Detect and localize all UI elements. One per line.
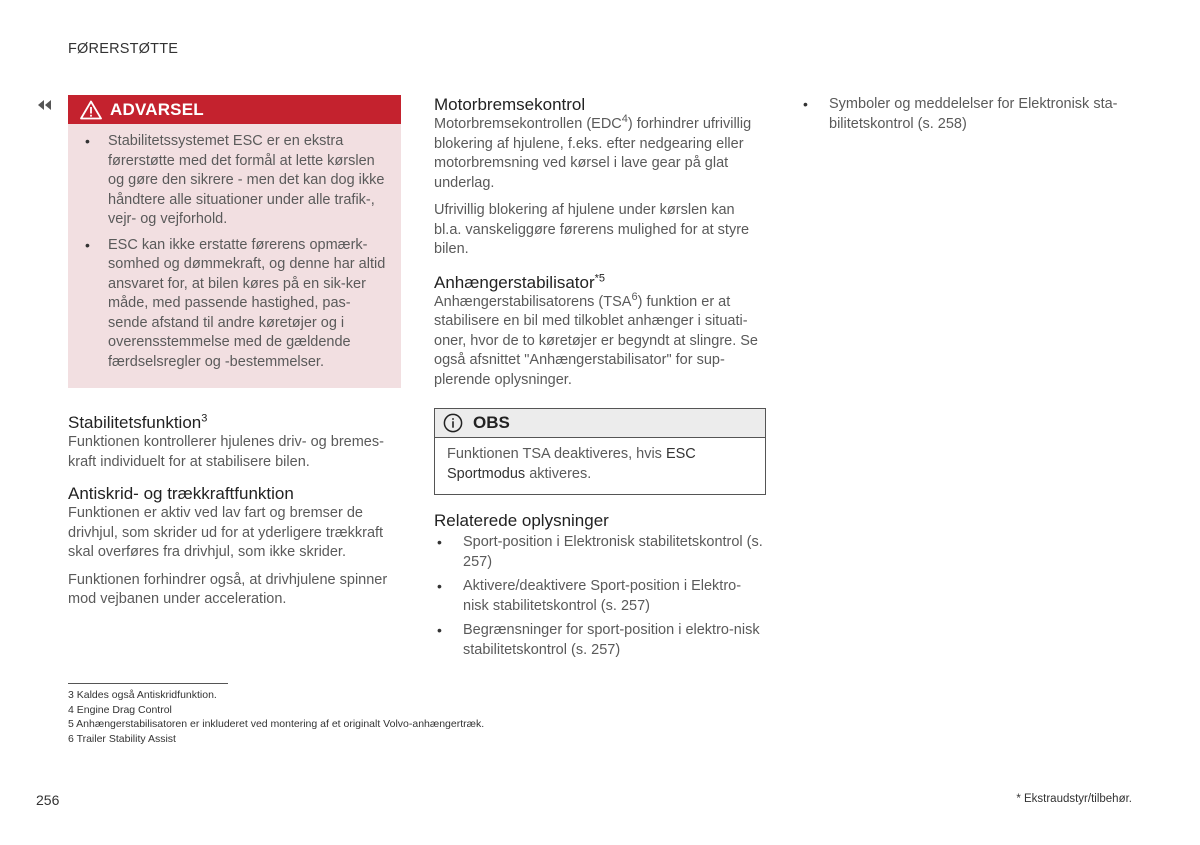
note-title: OBS <box>473 413 510 432</box>
page-number: 256 <box>36 792 60 808</box>
related-heading: Relaterede oplysninger <box>434 511 609 530</box>
engine-brake-text-2: Ufrivillig blokering af hjulene under kørslen kan bl.a. vanskeliggøre førerens mulighed for at styre bilen. <box>434 202 750 257</box>
accessory-note: * Ekstraudstyr/tilbehør. <box>1016 793 1132 805</box>
footnote-divider <box>68 683 228 684</box>
note-text: Funktionen TSA deaktiveres, hvis ESC Sportmodus aktiveres. <box>447 446 696 482</box>
section-title: FØRERSTØTTE <box>68 41 179 57</box>
related-link[interactable]: • Symboler og meddelelser for Elektronisk sta-bilitetskontrol (s. 258) <box>800 95 1140 134</box>
related-list-continued <box>800 95 1140 134</box>
warning-box <box>68 95 401 388</box>
antiskid-text-1: Funktionen er aktiv ved lav fart og bremser de drivhjul, som skrider ud for at yderligere trækkraft skal overføres fra drivhjul, som ikke skrider. <box>68 505 384 560</box>
note-header <box>435 409 765 438</box>
previous-page-icon[interactable] <box>36 99 52 111</box>
related-list <box>434 533 766 660</box>
antiskid-text-2: Funktionen forhindrer også, at drivhjulene spinner mod vejbanen under acceleration. <box>68 571 388 607</box>
antiskid-heading: Antiskrid- og trækkraftfunktion <box>68 484 294 503</box>
footnotes <box>68 688 484 746</box>
trailer-text: Anhængerstabilisatorens (TSA$^6$) funktion er at stabilisere en bil med tilkoblet anhænger i situati-oner, hvor de to køretøjer er begyndt at slingre. Se også afsnittet "Anhængerstabilisator" for sup-plerende oplysninger. <box>434 290 758 388</box>
warning-item: • Stabilitetssystemet ESC er en ekstra førerstøtte med det formål at lette kørslen og gøre den sikrere - men det kan dog ikke håndtere alle situationer under alle trafik-, vejr- og vejforhold. <box>82 132 387 230</box>
engine-brake-text-1: Motorbremsekontrollen (EDC$^4$) forhindrer ufrivillig blokering af hjulene, f.eks. efter nedgearing eller motorbremsning ved kørsel i lave gear på glat underlag. <box>434 113 752 191</box>
warning-triangle-icon <box>80 100 102 120</box>
info-icon <box>443 413 463 433</box>
related-link[interactable]: • Begrænsninger for sport-position i elektro-nisk stabilitetskontrol (s. 257) <box>434 621 766 660</box>
related-link[interactable]: • Aktivere/deaktivere Sport-position i Elektro-nisk stabilitetskontrol (s. 257) <box>434 577 766 616</box>
footnote: 6 Trailer Stability Assist <box>68 732 176 745</box>
engine-brake-heading: Motorbremsekontrol <box>434 95 586 114</box>
esc-sportmodus-label: ESC Sportmodus <box>447 446 696 482</box>
column-left <box>68 95 401 610</box>
trailer-heading: Anhængerstabilisator$^{*5}$ <box>434 271 606 292</box>
footnote: 5 Anhængerstabilisatoren er inkluderet ved montering af et originalt Volvo-anhængertræk. <box>68 718 485 730</box>
warning-item: • ESC kan ikke erstatte førerens opmærk-somhed og dømmekraft, og denne har altid ansvaret for, at bilen køres på en sik-ker måde, med passende hastighed, pas-sende afstand til andre køretøjer og i overensstemmelse med de gældende færdselsregler og -bestemmelser. <box>82 236 387 373</box>
footnote: 4 Engine Drag Control <box>68 703 172 716</box>
warning-list <box>68 124 401 372</box>
note-box <box>434 408 766 495</box>
stability-heading: Stabilitetsfunktion$^3$ <box>68 412 208 432</box>
column-middle <box>434 95 766 665</box>
footnote: 3 Kaldes også Antiskridfunktion. <box>68 689 217 701</box>
column-right <box>800 95 1140 139</box>
warning-header <box>68 95 401 124</box>
stability-text: Funktionen kontrollerer hjulenes driv- og bremes-kraft individuelt for at stabilisere bilen. <box>68 434 384 470</box>
warning-title: ADVARSEL <box>110 99 204 119</box>
related-link[interactable]: • Sport-position i Elektronisk stabilitetskontrol (s. 257) <box>434 533 766 572</box>
